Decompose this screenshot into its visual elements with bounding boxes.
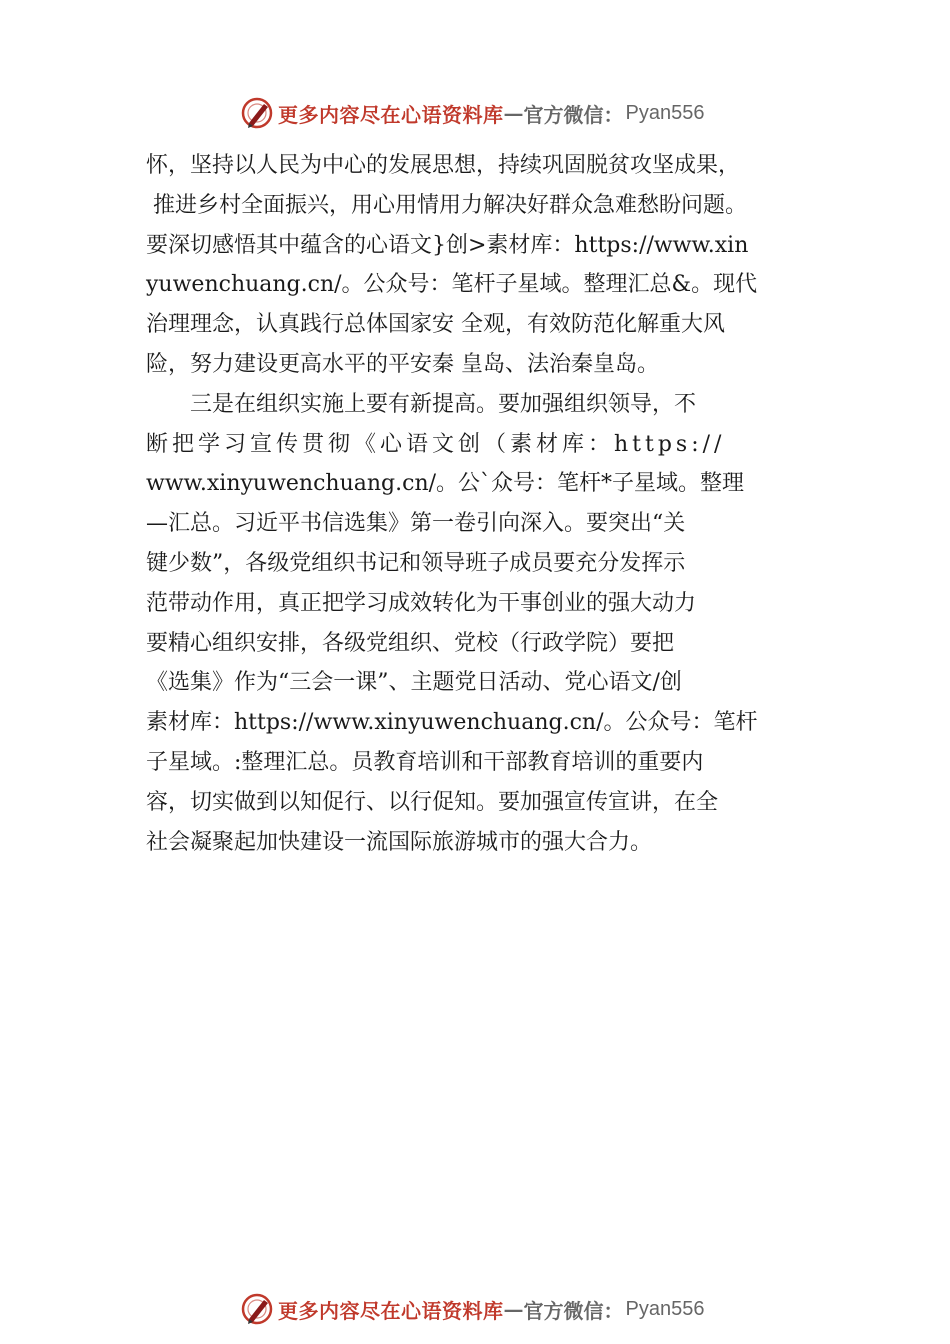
- body-line: 三是在组织实施上要有新提高。要加强组织领导，不: [146, 391, 697, 417]
- body-line: 险，努力建设更高水平的平安秦 皇岛、法治秦皇岛。: [146, 351, 659, 377]
- banner-wechat-id: Pyan556: [625, 1297, 705, 1320]
- body-line: 容，切实做到以知促行、以行促知。要加强宣传宣讲，在全: [146, 789, 719, 815]
- body-line: 《选集》作为“三会一课”、主题党日活动、党心语文/创: [146, 670, 682, 696]
- body-line: —汇总。习近平书信选集》第一卷引向深入。要突出“关: [146, 511, 686, 537]
- body-line: 范带动作用，真正把学习成效转化为干事创业的强大动力: [146, 590, 697, 616]
- pen-on-circle-logo-icon: [240, 1292, 274, 1326]
- body-line: 推进乡村全面振兴，用心用情用力解决好群众急难愁盼问题。: [146, 192, 747, 218]
- body-line: 要精心组织安排，各级党组织、党校（行政学院）要把: [146, 630, 675, 656]
- pen-on-circle-logo-icon: [240, 96, 274, 130]
- banner-main-text: 更多内容尽在心语资料库: [278, 102, 504, 127]
- footer-watermark-banner: [240, 1292, 760, 1326]
- body-line: 子星域。:整理汇总。员教育培训和干部教育培训的重要内: [146, 749, 704, 775]
- body-line: yuwenchuang.cn/。公众号：笔杆子星域。整理汇总&。现代: [146, 272, 758, 298]
- banner-main-text: 更多内容尽在心语资料库: [278, 1298, 504, 1323]
- document-body: [146, 146, 826, 862]
- body-line: 键少数”，各级党组织书记和领导班子成员要充分发挥示: [146, 550, 686, 576]
- banner-wechat-label: 官方微信：: [523, 1298, 624, 1323]
- body-line: 社会凝聚起加快建设一流国际旅游城市的强大合力。: [146, 829, 653, 855]
- banner-dash: —: [503, 1297, 524, 1321]
- body-line: 怀，坚持以人民为中心的发展思想，持续巩固脱贫攻坚成果，: [146, 153, 741, 178]
- banner-wechat-id: Pyan556: [625, 101, 705, 124]
- body-line: 素材库：https://www.xinyuwenchuang.cn/。公众号：笔杆: [146, 710, 758, 736]
- body-line: 治理理念，认真践行总体国家安 全观，有效防范化解重大风: [146, 312, 725, 338]
- banner-wechat-label: 官方微信：: [523, 102, 624, 127]
- body-line: 断把学习宣传贯彻《心语文创（素材库：https://: [146, 431, 726, 457]
- banner-dash: —: [503, 101, 524, 125]
- body-line: 要深切感悟其中蕴含的心语文}创>素材库：https://www.xin: [146, 232, 749, 258]
- body-line: www.xinyuwenchuang.cn/。公`众号：笔杆*子星域。整理: [146, 471, 745, 497]
- header-watermark-banner: [240, 96, 760, 130]
